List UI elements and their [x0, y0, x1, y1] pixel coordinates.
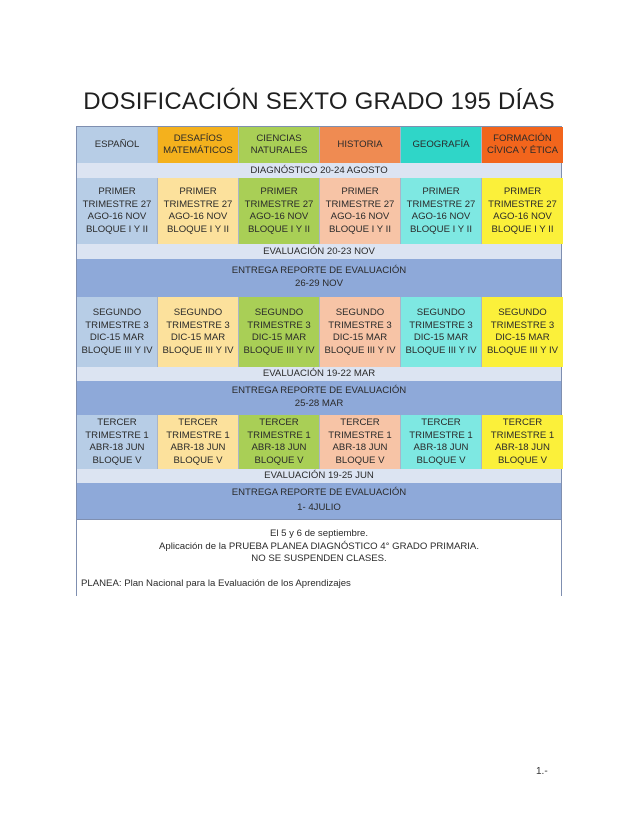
note-line-2: Aplicación de la PRUEBA PLANEA DIAGNÓSTICO 4° GRADO PRIMARIA.	[159, 540, 479, 552]
entrega-1-band	[77, 259, 561, 297]
note-line-3: NO SE SUSPENDEN CLASES.	[251, 553, 387, 564]
page-title: DOSIFICACIÓN SEXTO GRADO 195 DÍAS	[83, 88, 555, 115]
t1-historia: PRIMER TRIMESTRE 27 AGO-16 NOV BLOQUE I Y II	[320, 178, 401, 244]
header-historia: HISTORIA	[320, 127, 401, 163]
t3-geografia: TERCER TRIMESTRE 1 ABR-18 JUN BLOQUE V	[401, 415, 482, 469]
entrega-3-dates: 1- 4JULIO	[297, 502, 341, 513]
trimestre-2-row	[77, 297, 561, 367]
planea-footnote: PLANEA: Plan Nacional para la Evaluación de los Aprendizajes	[81, 578, 351, 589]
header-ciencias: CIENCIAS NATURALES	[239, 127, 320, 163]
t1-desafios: PRIMER TRIMESTRE 27 AGO-16 NOV BLOQUE I Y II	[158, 178, 239, 244]
schedule-table	[76, 126, 562, 596]
entrega-1-title: ENTREGA REPORTE DE EVALUACIÓN	[231, 265, 407, 276]
notes-section	[77, 519, 561, 598]
evaluacion-3-band: EVALUACIÓN 19-25 JUN	[77, 469, 561, 483]
evaluacion-2-band: EVALUACIÓN 19-22 MAR	[77, 367, 561, 381]
t2-desafios: SEGUNDO TRIMESTRE 3 DIC-15 MAR BLOQUE III Y IV	[158, 297, 239, 367]
t2-formacion: SEGUNDO TRIMESTRE 3 DIC-15 MAR BLOQUE III Y IV	[482, 297, 563, 367]
header-geografia: GEOGRAFÍA	[401, 127, 482, 163]
t2-geografia: SEGUNDO TRIMESTRE 3 DIC-15 MAR BLOQUE III Y IV	[401, 297, 482, 367]
note-line-1: El 5 y 6 de septiembre.	[269, 528, 369, 539]
t3-historia: TERCER TRIMESTRE 1 ABR-18 JUN BLOQUE V	[320, 415, 401, 469]
header-desafios: DESAFÍOS MATEMÁTICOS	[158, 127, 239, 163]
t2-ciencias: SEGUNDO TRIMESTRE 3 DIC-15 MAR BLOQUE III Y IV	[239, 297, 320, 367]
trimestre-1-row	[77, 178, 561, 244]
header-row	[77, 127, 561, 163]
diagnostico-band: DIAGNÓSTICO 20-24 AGOSTO	[77, 163, 561, 178]
page-number: 1.-	[536, 766, 548, 777]
t1-ciencias: PRIMER TRIMESTRE 27 AGO-16 NOV BLOQUE I Y II	[239, 178, 320, 244]
header-formacion: FORMACIÓN CÍVICA Y ÉTICA	[482, 127, 563, 163]
entrega-2-band	[77, 381, 561, 415]
entrega-1-dates: 26-29 NOV	[295, 278, 343, 289]
t1-geografia: PRIMER TRIMESTRE 27 AGO-16 NOV BLOQUE I Y II	[401, 178, 482, 244]
evaluacion-1-band: EVALUACIÓN 20-23 NOV	[77, 244, 561, 259]
t1-espanol: PRIMER TRIMESTRE 27 AGO-16 NOV BLOQUE I Y II	[77, 178, 158, 244]
t3-desafios: TERCER TRIMESTRE 1 ABR-18 JUN BLOQUE V	[158, 415, 239, 469]
t3-espanol: TERCER TRIMESTRE 1 ABR-18 JUN BLOQUE V	[77, 415, 158, 469]
entrega-3-band	[77, 483, 561, 519]
header-espanol: ESPAÑOL	[77, 127, 158, 163]
t3-formacion: TERCER TRIMESTRE 1 ABR-18 JUN BLOQUE V	[482, 415, 563, 469]
t2-historia: SEGUNDO TRIMESTRE 3 DIC-15 MAR BLOQUE III Y IV	[320, 297, 401, 367]
entrega-2-dates: 25-28 MAR	[294, 398, 344, 409]
t2-espanol: SEGUNDO TRIMESTRE 3 DIC-15 MAR BLOQUE III Y IV	[77, 297, 158, 367]
entrega-2-title: ENTREGA REPORTE DE EVALUACIÓN	[231, 385, 407, 396]
trimestre-3-row	[77, 415, 561, 469]
t1-formacion: PRIMER TRIMESTRE 27 AGO-16 NOV BLOQUE I Y II	[482, 178, 563, 244]
t3-ciencias: TERCER TRIMESTRE 1 ABR-18 JUN BLOQUE V	[239, 415, 320, 469]
entrega-3-title: ENTREGA REPORTE DE EVALUACIÓN	[231, 487, 407, 498]
